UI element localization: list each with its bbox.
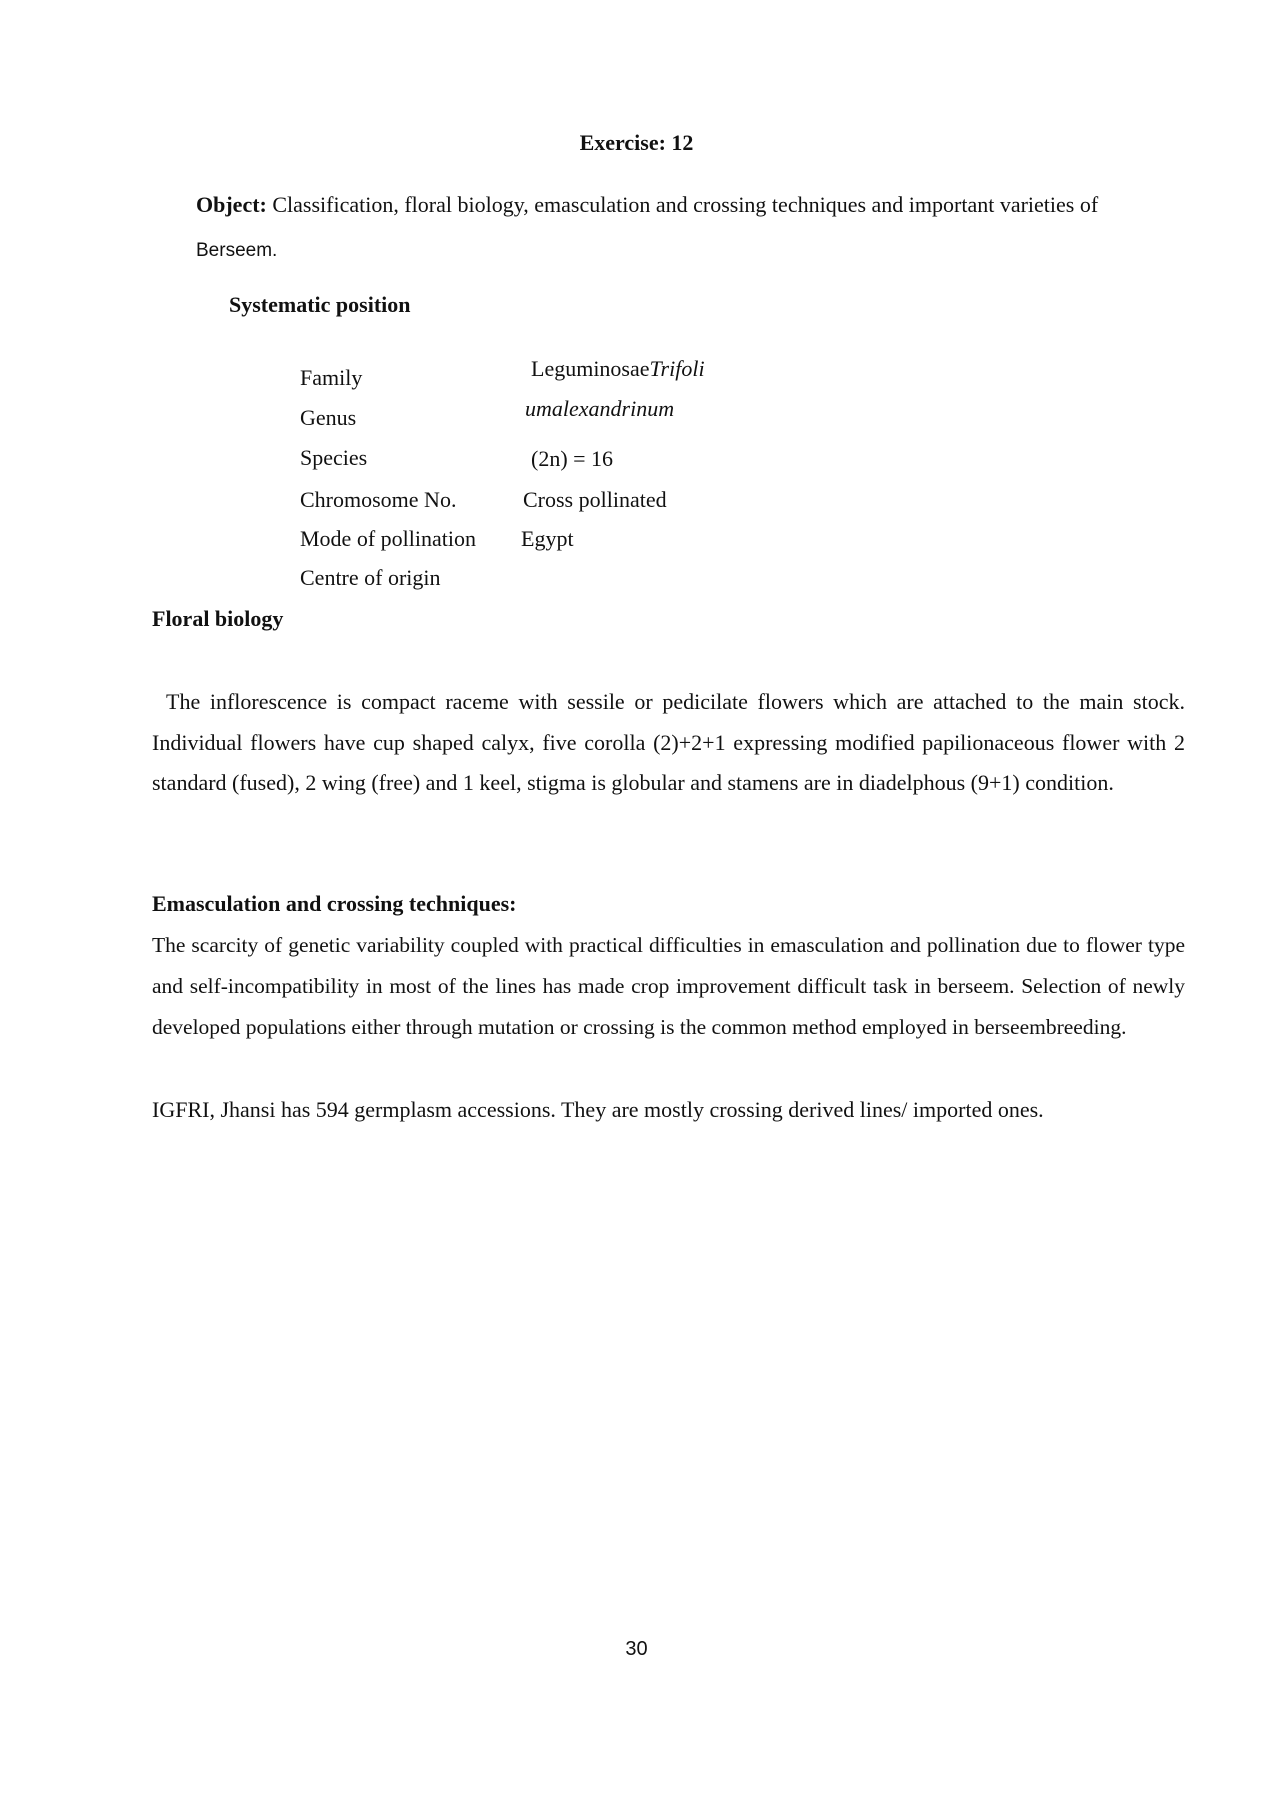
value-chromosome: Cross pollinated: [523, 487, 667, 512]
floral-biology-paragraph: The inflorescence is compact raceme with sessile or pedicilate flowers which are attached to the main stock. Individual flowers have cup shaped calyx, five corolla (2)+2+1 expressing modified papilionaceous flower with 2 standard (fused), 2 wing (free) and 1 keel, stigma is globular and stamens are in diadelphous (9+1) condition.: [152, 689, 1185, 795]
value-genus: umalexandrinum: [525, 396, 675, 421]
object-statement: [196, 183, 1196, 273]
value-family-plain: Leguminosae: [531, 356, 650, 381]
label-pollination: Mode of pollination: [300, 526, 476, 551]
systematic-position-heading: Systematic position: [229, 292, 411, 317]
label-species: Species: [300, 445, 368, 470]
object-label: Object:: [196, 192, 267, 217]
object-text: Classification, floral biology, emasculation and crossing techniques and important varieties of: [266, 192, 1099, 217]
emasculation-paragraph: The scarcity of genetic variability coupled with practical difficulties in emasculation and pollination due to flower type and self-incompatibility in most of the lines has made crop improvement difficult task in berseem. Selection of newly developed populations either through mutation or crossing is the common method employed in berseembreeding.: [152, 933, 1185, 1039]
emasculation-heading: Emasculation and crossing techniques:: [152, 891, 517, 916]
object-text-continued: Berseem.: [196, 240, 278, 261]
page-number: 30: [625, 1638, 648, 1660]
igfri-paragraph: IGFRI, Jhansi has 594 germplasm accessions. They are mostly crossing derived lines/ imported ones.: [152, 1097, 1044, 1122]
exercise-title: Exercise: 12: [579, 130, 694, 155]
value-family: [531, 356, 705, 382]
label-genus: Genus: [300, 405, 357, 430]
value-family-italic: Trifoli: [649, 356, 705, 381]
label-chromosome: Chromosome No.: [300, 487, 457, 512]
floral-biology-heading: Floral biology: [152, 606, 284, 631]
value-species: (2n) = 16: [531, 446, 614, 471]
label-family: Family: [300, 365, 363, 390]
label-centre-of-origin: Centre of origin: [300, 565, 441, 590]
value-pollination: Egypt: [521, 526, 574, 551]
